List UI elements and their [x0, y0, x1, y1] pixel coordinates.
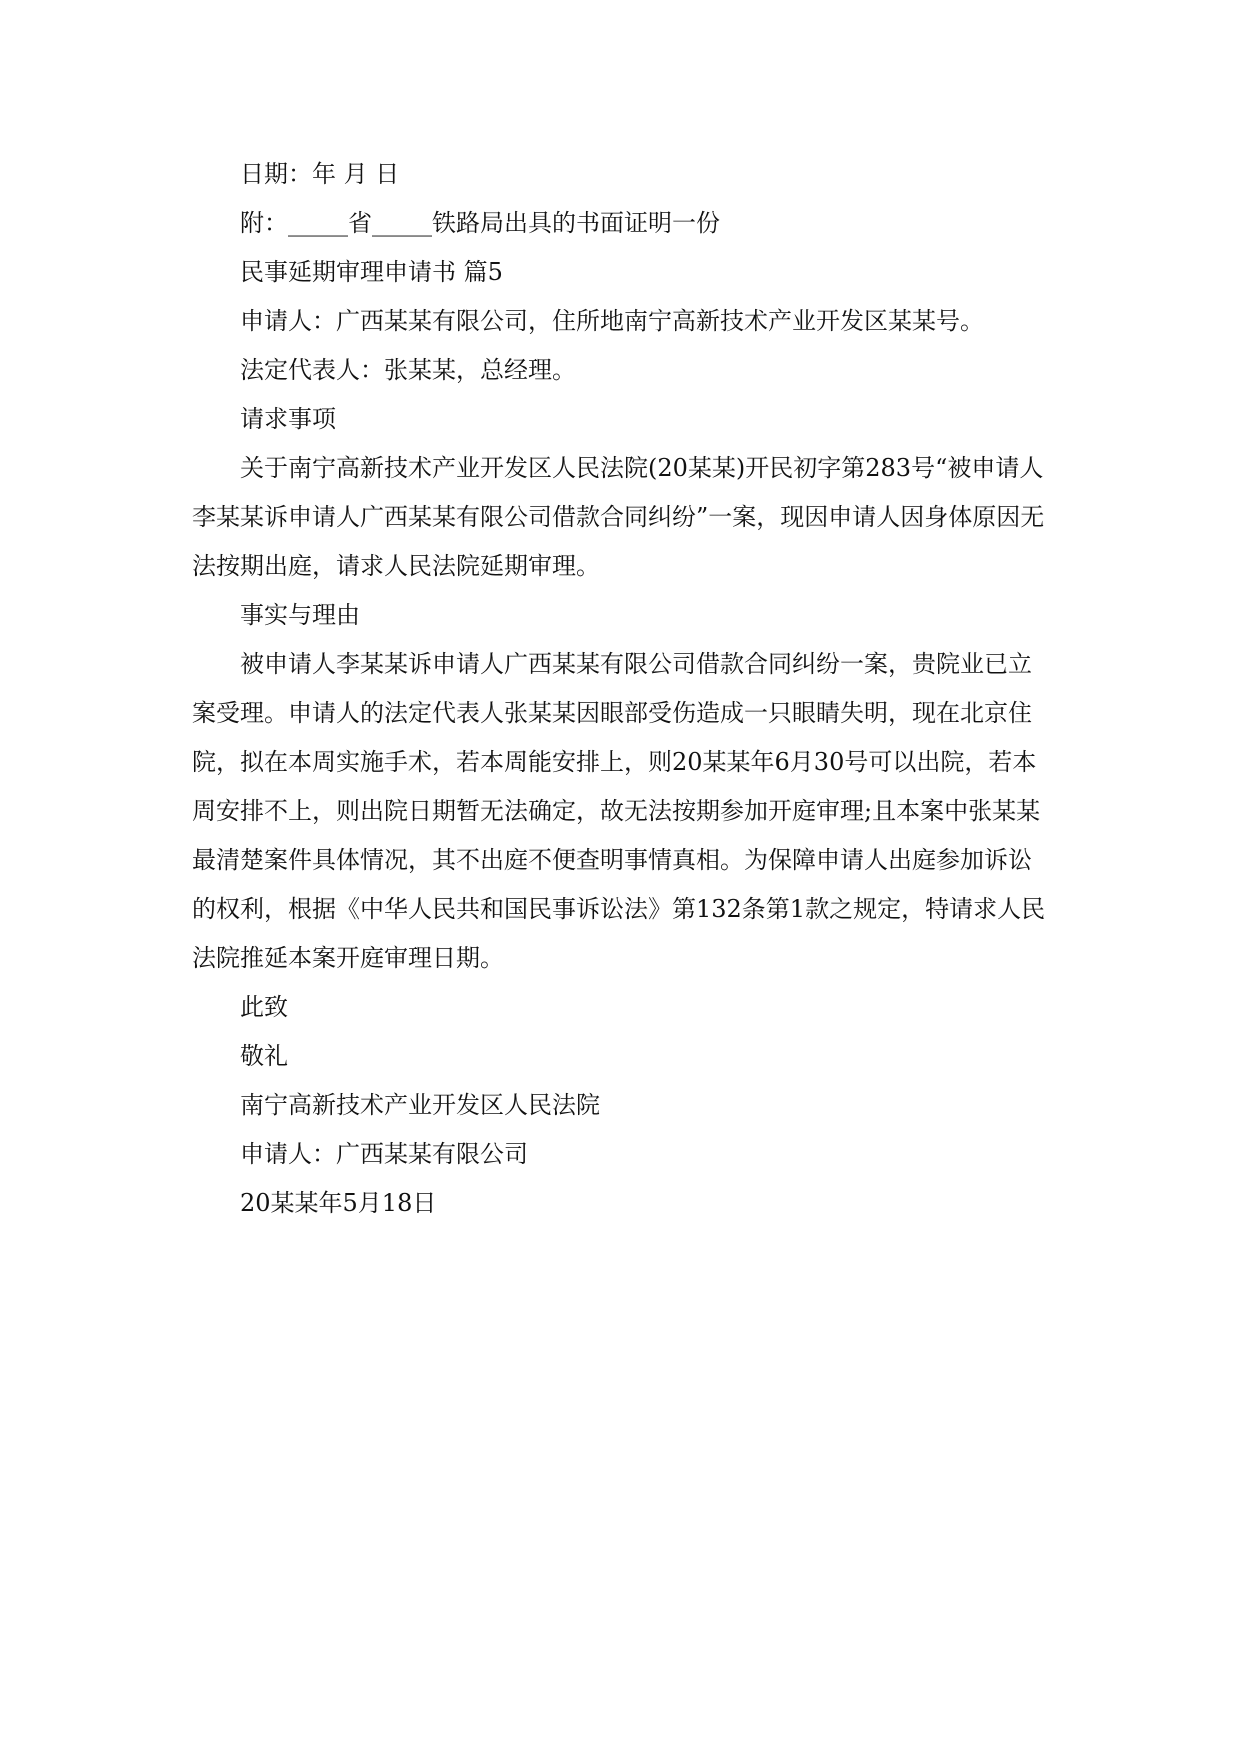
applicant-line: 申请人：广西某某有限公司，住所地南宁高新技术产业开发区某某号。	[240, 307, 984, 335]
signature-applicant: 申请人：广西某某有限公司	[240, 1140, 528, 1168]
facts-paragraph: 被申请人李某某诉申请人广西某某有限公司借款合同纠纷一案，贵院业已立案受理。申请人的法定代表人张某某因眼部受伤造成一只眼睛失明，现在北京住院，拟在本周实施手术，若本周能安排上，则20某某年6月30号可以出院，若本周安排不上，则出院日期暂无法确定，故无法按期参加开庭审理;且本案中张某某最清楚案件具体情况，其不出庭不便查明事情真相。为保障申请人出庭参加诉讼的权利，根据《中华人民共和国民事诉讼法》第132条第1款之规定，特请求人民法院推延本案开庭审理日期。	[192, 650, 1046, 972]
date-line: 日期：年 月 日	[240, 160, 400, 188]
request-paragraph: 关于南宁高新技术产业开发区人民法院(20某某)开民初字第283号“被申请人李某某诉申请人广西某某有限公司借款合同纠纷”一案，现因申请人因身体原因无法按期出庭，请求人民法院延期审理。	[192, 454, 1045, 580]
attachment-line: 附：_____省_____铁路局出具的书面证明一份	[240, 209, 720, 237]
document-body	[192, 150, 1050, 1228]
closing-line-2: 敬礼	[240, 1042, 288, 1070]
section-heading: 民事延期审理申请书 篇5	[240, 258, 503, 286]
legal-representative-line: 法定代表人：张某某，总经理。	[240, 356, 576, 384]
signature-date: 20某某年5月18日	[240, 1189, 437, 1217]
request-heading: 请求事项	[240, 405, 336, 433]
facts-heading: 事实与理由	[240, 601, 360, 629]
court-name: 南宁高新技术产业开发区人民法院	[240, 1091, 600, 1119]
closing-line-1: 此致	[240, 993, 288, 1021]
